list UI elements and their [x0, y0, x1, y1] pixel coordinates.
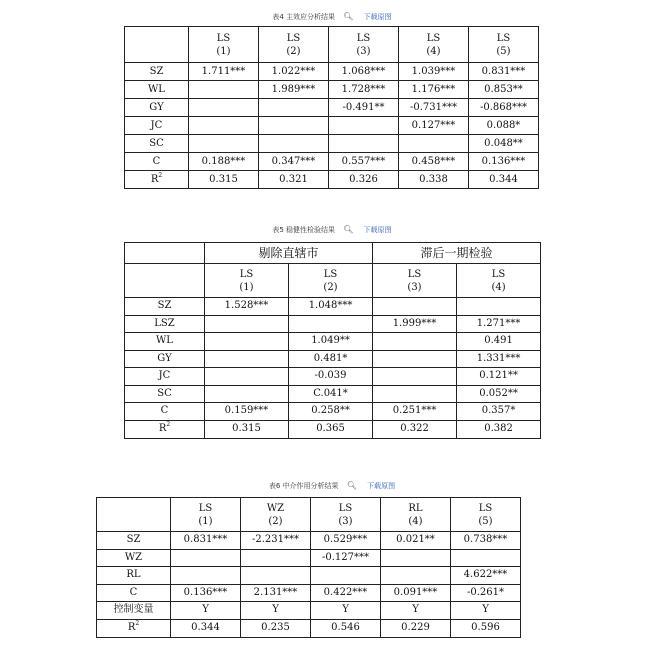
table5-cell: [205, 350, 289, 368]
table6-cell: 0.091***: [381, 584, 451, 602]
table5-cell: 1.048***: [289, 298, 373, 316]
table5-row: [125, 350, 541, 368]
table5-body: [125, 298, 541, 421]
table5-cell: [373, 298, 457, 316]
table4-cell: 0.831***: [469, 63, 539, 81]
table4-caption: [0, 12, 664, 22]
table6-row: [97, 567, 521, 585]
table6-cell: [171, 567, 241, 585]
table4-row-label: JC: [125, 117, 189, 135]
table4-r2-cell: 0.338: [399, 171, 469, 189]
table4-r2-cell: 0.315: [189, 171, 259, 189]
table5-r2-row: [125, 420, 541, 438]
table5-cell: 0.121**: [457, 368, 541, 386]
table4-row: [125, 117, 539, 135]
table5-header-row: [125, 264, 541, 298]
table6-cell: Y: [381, 602, 451, 620]
table6-col-header: LS (5): [451, 498, 521, 532]
magnifier-icon[interactable]: 🔍︎: [346, 481, 357, 490]
table6-r2-label: $R^2$: [97, 619, 171, 637]
table5-r2-cell: 0.382: [457, 420, 541, 438]
table6-col-header: WZ (2): [241, 498, 311, 532]
table4-cell: [259, 99, 329, 117]
table6-cell: [311, 567, 381, 585]
table4: [124, 26, 539, 189]
table6-cell: Y: [241, 602, 311, 620]
table6-corner-cell: [97, 498, 171, 532]
table5-row-label: GY: [125, 350, 205, 368]
table5-cell: [205, 368, 289, 386]
table6-row-label: 控制变量: [97, 602, 171, 620]
table6-download-link[interactable]: 下载原图: [367, 482, 396, 490]
table4-cell: 1.711***: [189, 63, 259, 81]
table4-cell: [259, 117, 329, 135]
table4-cell: -0.731***: [399, 99, 469, 117]
table6-body: [97, 532, 521, 620]
table4-row: [125, 81, 539, 99]
table5-cell: [373, 385, 457, 403]
table6-row-label: SZ: [97, 532, 171, 550]
table5-cell: [373, 333, 457, 351]
table6-cell: Y: [451, 602, 521, 620]
table4-col-header: LS (4): [399, 27, 469, 63]
table4-cell: -0.868***: [469, 99, 539, 117]
table5-col-header: LS (2): [289, 264, 373, 298]
table4-header-row: [125, 27, 539, 63]
table5-cell: [373, 368, 457, 386]
table4-cell: [329, 117, 399, 135]
table4-row-label: GY: [125, 99, 189, 117]
table5-group-header: 剔除直辖市: [205, 243, 373, 264]
table6-row: [97, 584, 521, 602]
table6-r2-cell: 0.229: [381, 619, 451, 637]
table6-r2-cell: 0.596: [451, 619, 521, 637]
table6-col-header: LS (3): [311, 498, 381, 532]
table6-cell: 0.529***: [311, 532, 381, 550]
table4-row: [125, 99, 539, 117]
table5-corner-cell: [125, 243, 205, 264]
table5-cell: [457, 298, 541, 316]
table4-col-header: LS (1): [189, 27, 259, 63]
table4-body: [125, 63, 539, 171]
table5-row-label: LSZ: [125, 315, 205, 333]
table4-cell: 0.088*: [469, 117, 539, 135]
table5-cell: 1.331***: [457, 350, 541, 368]
table4-cell: 1.728***: [329, 81, 399, 99]
table5-cell: [205, 385, 289, 403]
table4-row-label: SC: [125, 135, 189, 153]
table5-cell: [205, 315, 289, 333]
table5-cell: 0.357*: [457, 403, 541, 421]
table5-cell: 1.528***: [205, 298, 289, 316]
table5-row: [125, 385, 541, 403]
table6-col-header: RL (4): [381, 498, 451, 532]
table6-col-header: LS (1): [171, 498, 241, 532]
table6-cell: 0.021**: [381, 532, 451, 550]
table6-cell: [241, 549, 311, 567]
table4-corner-cell: [125, 27, 189, 63]
table5-row-label: SC: [125, 385, 205, 403]
table5-cell: 0.052**: [457, 385, 541, 403]
table6-row: [97, 549, 521, 567]
table6-row: [97, 532, 521, 550]
table4-cell: 1.022***: [259, 63, 329, 81]
table6-header-row: [97, 498, 521, 532]
table4-download-link[interactable]: 下载原图: [363, 13, 392, 21]
table5: [124, 242, 541, 439]
table5-cell: 0.481*: [289, 350, 373, 368]
table6-caption: [0, 481, 664, 491]
table6-caption-text: 表6 中介作用分析结果: [268, 482, 339, 490]
table6-row-label: WZ: [97, 549, 171, 567]
table4-cell: 1.039***: [399, 63, 469, 81]
table5-r2-cell: 0.365: [289, 420, 373, 438]
table6-cell: [171, 549, 241, 567]
table4-cell: 0.136***: [469, 153, 539, 171]
table5-cell: -0.039: [289, 368, 373, 386]
table5-cell: 0.251***: [373, 403, 457, 421]
table4-row-label: C: [125, 153, 189, 171]
table6-cell: -0.127***: [311, 549, 381, 567]
table6-cell: [381, 549, 451, 567]
table4-r2-cell: 0.326: [329, 171, 399, 189]
table4-cell: 1.068***: [329, 63, 399, 81]
table4-cell: [189, 117, 259, 135]
table5-col-header: LS (4): [457, 264, 541, 298]
table6-row-label: RL: [97, 567, 171, 585]
table5-cell: 1.271***: [457, 315, 541, 333]
table5-row-label: C: [125, 403, 205, 421]
table4-r2-row: [125, 171, 539, 189]
magnifier-icon[interactable]: 🔍︎: [343, 225, 354, 234]
table6-row: [97, 602, 521, 620]
table4-cell: 1.989***: [259, 81, 329, 99]
table4-r2-cell: 0.321: [259, 171, 329, 189]
table5-row: [125, 333, 541, 351]
table6-cell: 0.422***: [311, 584, 381, 602]
table4-cell: [189, 81, 259, 99]
table4-r2-label: $R^2$: [125, 171, 189, 189]
table4-cell: 0.853**: [469, 81, 539, 99]
table4-cell: 0.347***: [259, 153, 329, 171]
table6-cell: Y: [171, 602, 241, 620]
table4-cell: [189, 99, 259, 117]
table5-row-label: SZ: [125, 298, 205, 316]
table5-caption: [0, 225, 664, 235]
table6-cell: [451, 549, 521, 567]
table5-corner-cell: [125, 264, 205, 298]
table4-col-header: LS (5): [469, 27, 539, 63]
table5-cell: [205, 333, 289, 351]
table4-cell: 0.048**: [469, 135, 539, 153]
table5-cell: [289, 315, 373, 333]
table4-row-label: SZ: [125, 63, 189, 81]
table4-cell: 0.557***: [329, 153, 399, 171]
table6-cell: -0.261*: [451, 584, 521, 602]
table6-cell: Y: [311, 602, 381, 620]
table5-r2-cell: 0.322: [373, 420, 457, 438]
table5-group-header: 滞后一期检验: [373, 243, 541, 264]
table5-r2-label: $R^2$: [125, 420, 205, 438]
table4-cell: [189, 135, 259, 153]
table6-cell: 0.136***: [171, 584, 241, 602]
table6: [96, 497, 521, 638]
table4-col-header: LS (2): [259, 27, 329, 63]
table4-cell: [399, 135, 469, 153]
table4-row: [125, 135, 539, 153]
table5-row: [125, 403, 541, 421]
table6-cell: 4.622***: [451, 567, 521, 585]
table4-row-label: WL: [125, 81, 189, 99]
table5-r2-cell: 0.315: [205, 420, 289, 438]
table6-cell: -2.231***: [241, 532, 311, 550]
table4-cell: 0.188***: [189, 153, 259, 171]
table5-row-label: JC: [125, 368, 205, 386]
table4-row: [125, 153, 539, 171]
table4-cell: 1.176***: [399, 81, 469, 99]
table5-cell: 0.159***: [205, 403, 289, 421]
table4-cell: [329, 135, 399, 153]
table5-cell: 0.258**: [289, 403, 373, 421]
table6-r2-cell: 0.235: [241, 619, 311, 637]
table5-cell: 1.049**: [289, 333, 373, 351]
table5-row: [125, 368, 541, 386]
table4-cell: 0.458***: [399, 153, 469, 171]
table5-row: [125, 298, 541, 316]
table5-cell: [373, 350, 457, 368]
table5-col-header: LS (1): [205, 264, 289, 298]
table5-cell: 0.491: [457, 333, 541, 351]
table5-download-link[interactable]: 下载原图: [363, 226, 392, 234]
table5-row-label: WL: [125, 333, 205, 351]
table5-row: [125, 315, 541, 333]
table4-r2-cell: 0.344: [469, 171, 539, 189]
table6-cell: 0.831***: [171, 532, 241, 550]
table5-cell: C.041*: [289, 385, 373, 403]
table6-cell: 2.131***: [241, 584, 311, 602]
table4-row: [125, 63, 539, 81]
table6-row-label: C: [97, 584, 171, 602]
table5-caption-text: 表5 稳健性检验结果: [272, 226, 336, 234]
table5-cell: 1.999***: [373, 315, 457, 333]
magnifier-icon[interactable]: 🔍︎: [343, 12, 354, 21]
table6-r2-row: [97, 619, 521, 637]
table4-cell: [259, 135, 329, 153]
table6-cell: [241, 567, 311, 585]
table4-cell: -0.491**: [329, 99, 399, 117]
table6-cell: [381, 567, 451, 585]
table6-r2-cell: 0.344: [171, 619, 241, 637]
table6-r2-cell: 0.546: [311, 619, 381, 637]
table5-group-row: [125, 243, 541, 264]
table4-cell: 0.127***: [399, 117, 469, 135]
table6-cell: 0.738***: [451, 532, 521, 550]
table4-caption-text: 表4 主效应分析结果: [272, 13, 336, 21]
table4-col-header: LS (3): [329, 27, 399, 63]
table5-col-header: LS (3): [373, 264, 457, 298]
